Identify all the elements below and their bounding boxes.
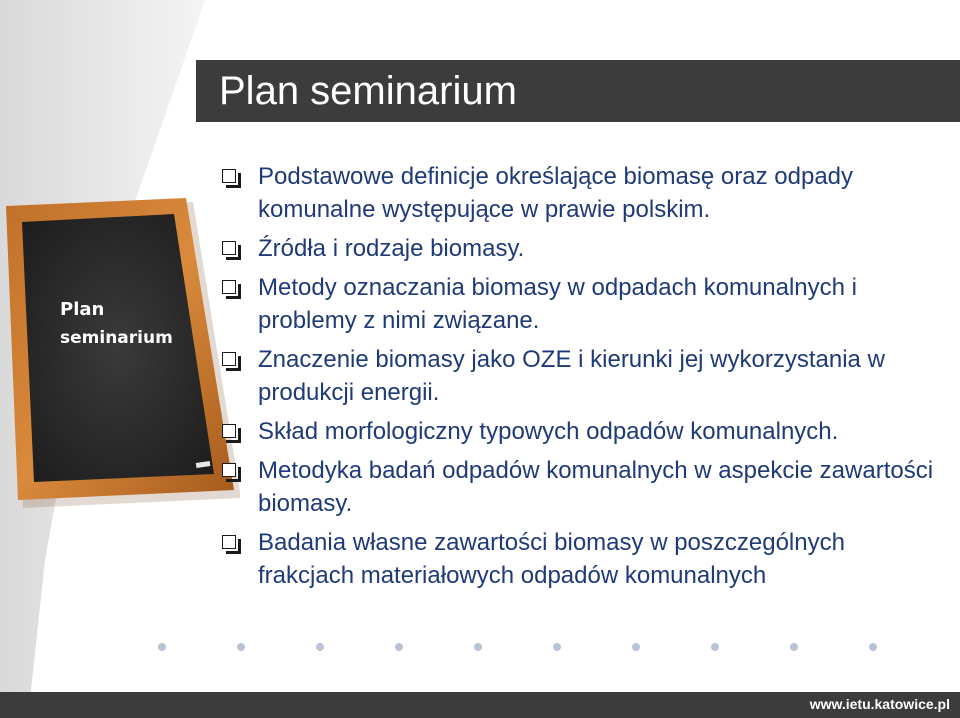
checkbox-square-icon (222, 280, 236, 294)
list-item-text: Badania własne zawartości biomasy w poszczególnych frakcjach materiałowych odpadów komunalnych (258, 529, 845, 589)
list-item (220, 343, 945, 409)
dot (553, 643, 561, 651)
list-item-text: Skład morfologiczny typowych odpadów komunalnych. (258, 418, 839, 445)
list-item-text: Metodyka badań odpadów komunalnych w aspekcie zawartości biomasy. (258, 457, 934, 517)
list-item (220, 160, 945, 226)
chalkboard-text-plan: Plan (60, 299, 105, 320)
dot (790, 643, 798, 651)
list-item-text: Metody oznaczania biomasy w odpadach komunalnych i problemy z nimi związane. (258, 274, 858, 334)
list-item-text: Źródła i rodzaje biomasy. (258, 235, 525, 262)
checkbox-square-icon (222, 241, 236, 255)
list-item (220, 526, 945, 592)
chalkboard-image (0, 198, 240, 508)
chalkboard-text-seminarium: seminarium (60, 328, 173, 348)
agenda-list (220, 160, 945, 598)
list-item (220, 454, 945, 520)
dot (711, 643, 719, 651)
checkbox-square-icon (222, 535, 236, 549)
checkbox-square-icon (222, 352, 236, 366)
checkbox-square-icon (222, 463, 236, 477)
footer-url: www.ietu.katowice.pl (809, 696, 950, 712)
list-item (220, 232, 945, 265)
decorative-dots (158, 643, 898, 653)
dot (237, 643, 245, 651)
list-item-text: Podstawowe definicje określające biomasę oraz odpady komunalne występujące w prawie polskim. (258, 163, 854, 223)
list-item (220, 415, 945, 448)
checkbox-square-icon (222, 424, 236, 438)
dot (632, 643, 640, 651)
dot (158, 643, 166, 651)
checkbox-square-icon (222, 169, 236, 183)
dot (316, 643, 324, 651)
list-item (220, 271, 945, 337)
list-item-text: Znaczenie biomasy jako OZE i kierunki jej wykorzystania w produkcji energii. (258, 346, 885, 406)
page-title: Plan seminarium (219, 69, 517, 113)
dot (869, 643, 877, 651)
dot (395, 643, 403, 651)
dot (474, 643, 482, 651)
